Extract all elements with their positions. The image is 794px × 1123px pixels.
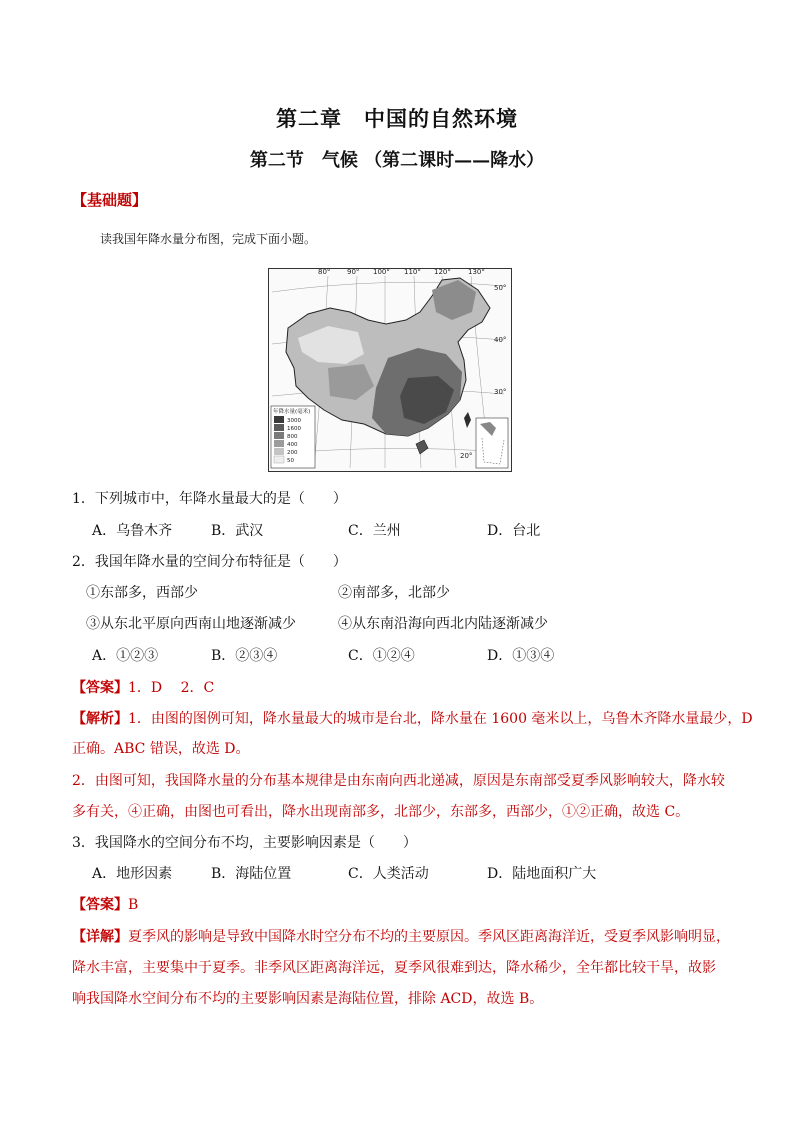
lat-label: 50° bbox=[494, 284, 507, 292]
q3-option-a: A．地形因素 bbox=[92, 866, 173, 882]
q1-option-b: B．武汉 bbox=[211, 523, 264, 539]
lon-label: 100° bbox=[373, 268, 390, 276]
q2-statement-4: ④从东南沿海向西北内陆逐渐减少 bbox=[338, 616, 548, 632]
question-3-stem: 3．我国降水的空间分布不均，主要影响因素是（ ） bbox=[72, 835, 417, 851]
legend-value: 200 bbox=[287, 450, 298, 456]
analysis-line-1 bbox=[72, 708, 753, 728]
legend-value: 1600 bbox=[287, 426, 301, 432]
lat-label: 30° bbox=[494, 388, 507, 396]
q2-statement-2: ②南部多，北部少 bbox=[338, 585, 450, 601]
analysis-tag: 【解析】 bbox=[72, 711, 128, 727]
q2-option-b: B．②③④ bbox=[211, 648, 278, 664]
detail-text: 夏季风的影响是导致中国降水时空分布不均的主要原因。季风区距离海洋近，受夏季风影响明显， bbox=[128, 929, 730, 945]
q1-option-c: C．兰州 bbox=[348, 523, 401, 539]
basic-questions-tag: 【基础题】 bbox=[72, 191, 148, 209]
legend-value: 3000 bbox=[287, 418, 301, 424]
q2-option-d: D．①③④ bbox=[487, 648, 555, 664]
lon-label: 120° bbox=[434, 268, 451, 276]
legend-value: 800 bbox=[287, 434, 298, 440]
q2-statement-1: ①东部多，西部少 bbox=[86, 585, 198, 601]
q3-option-b: B．海陆位置 bbox=[211, 866, 292, 882]
lat-label: 40° bbox=[494, 336, 507, 344]
intro-text: 读我国年降水量分布图，完成下面小题。 bbox=[100, 232, 317, 246]
q3-option-c: C．人类活动 bbox=[348, 866, 429, 882]
answer-block-2 bbox=[72, 894, 138, 914]
detail-tag: 【详解】 bbox=[72, 929, 128, 945]
q2-statement-3: ③从东北平原向西南山地逐渐减少 bbox=[86, 616, 296, 632]
answer-tag: 【答案】 bbox=[72, 680, 128, 696]
chapter-title: 第二章 中国的自然环境 bbox=[276, 106, 518, 131]
analysis-line-3: 2．由图可知，我国降水量的分布基本规律是由东南向西北递减，原因是东南部受夏季风影响较大，降水较 bbox=[72, 773, 725, 789]
answer-block-1 bbox=[72, 677, 214, 697]
q2-option-a: A．①②③ bbox=[92, 648, 159, 664]
lon-label: 110° bbox=[404, 268, 421, 276]
answer-text: B bbox=[128, 897, 139, 913]
section-title: 第二节 气候 （第二课时——降水） bbox=[249, 150, 545, 171]
legend-value: 400 bbox=[287, 442, 298, 448]
detail-line-3: 响我国降水空间分布不均的主要影响因素是海陆位置，排除 ACD，故选 B。 bbox=[72, 991, 544, 1007]
legend-title: 年降水量(毫米) bbox=[273, 409, 311, 415]
q1-option-a: A．乌鲁木齐 bbox=[92, 523, 173, 539]
question-2-stem: 2．我国年降水量的空间分布特征是（ ） bbox=[72, 554, 347, 570]
analysis-text: 1．由图的图例可知，降水量最大的城市是台北，降水量在 1600 毫米以上，乌鲁木齐降水量最少，D bbox=[128, 711, 753, 727]
q3-option-d: D．陆地面积广大 bbox=[487, 866, 597, 882]
map-legend bbox=[271, 406, 315, 468]
lon-label: 90° bbox=[347, 268, 360, 276]
q2-option-c: C．①②④ bbox=[348, 648, 415, 664]
analysis-line-2: 正确。ABC 错误，故选 D。 bbox=[72, 741, 250, 757]
legend-value: 50 bbox=[287, 458, 294, 464]
precipitation-map bbox=[268, 268, 512, 472]
q1-option-d: D．台北 bbox=[487, 523, 541, 539]
lon-label: 80° bbox=[318, 268, 331, 276]
answer-tag: 【答案】 bbox=[72, 897, 128, 913]
lon-label: 130° bbox=[468, 268, 485, 276]
analysis-line-4: 多有关，④正确，由图也可看出，降水出现南部多，北部少，东部多，西部少，①②正确，故选 C。 bbox=[72, 804, 690, 820]
detail-line-1 bbox=[72, 926, 730, 946]
detail-line-2: 降水丰富，主要集中于夏季。非季风区距离海洋远，夏季风很难到达，降水稀少，全年都比较干旱，故影 bbox=[72, 960, 716, 976]
lat-label: 20° bbox=[460, 452, 473, 460]
question-1-stem: 1．下列城市中，年降水量最大的是（ ） bbox=[72, 491, 347, 507]
answer-text: 1．D 2．C bbox=[128, 680, 215, 696]
